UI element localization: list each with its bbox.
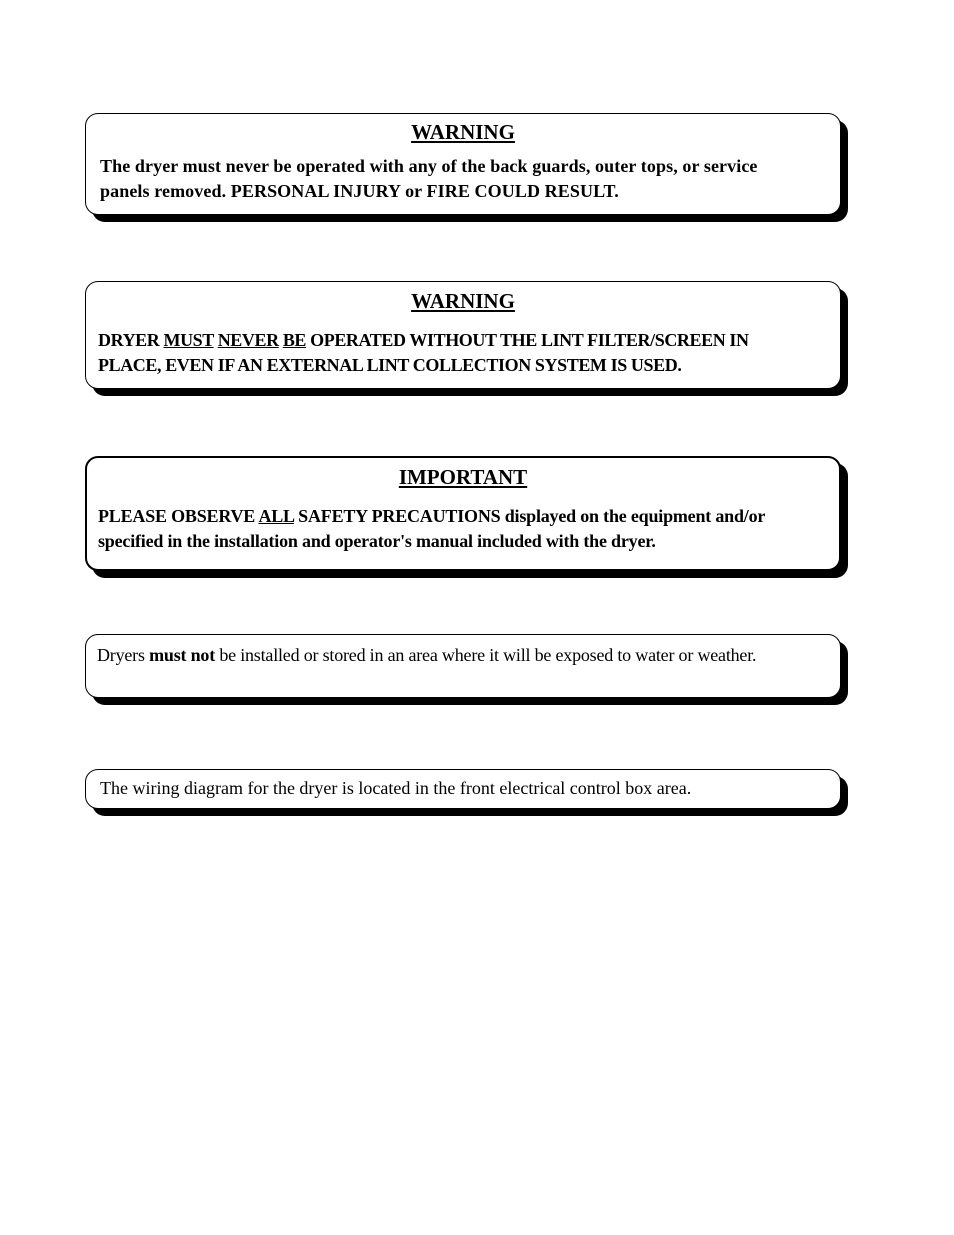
emphasis-must: MUST <box>163 330 214 350</box>
notice-text: OPERATED WITHOUT THE LINT FILTER/SCREEN IN PLACE, EVEN IF AN EXTERNAL LINT COLLECTION SYSTEM IS USED. <box>98 330 749 375</box>
important-notice-safety <box>85 456 841 571</box>
warning-notice-operation <box>85 113 841 215</box>
notice-text: be installed or stored in an area where it will be exposed to water or weather. <box>215 645 757 665</box>
notice-body <box>86 313 840 378</box>
notice-body: The dryer must never be operated with any of the back guards, outer tops, or service panels removed. PERSONAL INJURY or FIRE COULD RESULT. <box>100 156 758 201</box>
notice-text: SAFETY PRECAUTIONS displayed on the equipment and/or specified in the installation and operator's manual included with the dryer. <box>98 506 766 551</box>
emphasis-all: ALL <box>258 506 294 526</box>
notice-title: IMPORTANT <box>398 465 528 489</box>
notice-body <box>87 489 839 554</box>
notice-storage <box>85 634 841 698</box>
notice-title: WARNING <box>411 289 515 313</box>
notice-text: DRYER <box>98 330 164 350</box>
emphasis-must-not: must not <box>149 645 216 665</box>
notice-body <box>86 635 840 668</box>
notice-text: Dryers <box>97 645 150 665</box>
notice-body: The wiring diagram for the dryer is located in the front electrical control box area. <box>100 778 692 798</box>
notice-text: PLEASE OBSERVE <box>98 506 259 526</box>
emphasis-never: NEVER <box>217 330 279 350</box>
notice-wiring-diagram <box>85 769 841 809</box>
notice-title: WARNING <box>411 120 515 144</box>
emphasis-be: BE <box>282 330 307 350</box>
warning-notice-lint-filter <box>85 281 841 389</box>
